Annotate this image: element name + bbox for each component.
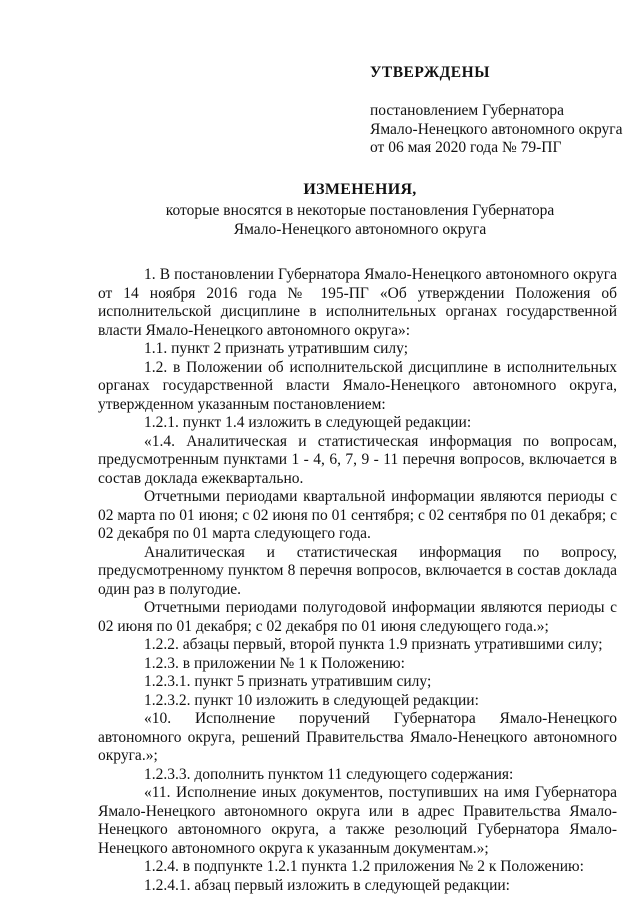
paragraph: 1.2.1. пункт 1.4 изложить в следующей редакции: (144, 414, 472, 431)
document-subtitle-line-2: Ямало-Ненецкого автономного округа (233, 221, 487, 238)
paragraph: 1.2.2. абзацы первый, второй пункта 1.9 признать утратившими силу; (144, 636, 603, 653)
document-title: ИЗМЕНЕНИЯ, (303, 181, 417, 198)
paragraph: 1.2.3.2. пункт 10 изложить в следующей редакции: (144, 691, 479, 709)
paragraph: «1.4. Аналитическая и статистическая информация по вопросам, предусмотренным пунктами 1 - 4, 6, 7, 9 - 11 перечня вопросов, включается в состав доклада ежеквартально. (98, 432, 617, 487)
paragraph: 1.2.3.1. пункт 5 признать утратившим силу; (144, 673, 432, 690)
paragraph: 1.2. в Положении об исполнительской дисциплине в исполнительных органах государственной власти Ямало-Ненецкого автономного округа, утвержденном указанным постановлением: (98, 358, 617, 413)
approval-block (370, 64, 630, 158)
paragraph: 1.2.4. в подпункте 1.2.1 пункта 1.2 приложения № 2 к Положению: (144, 858, 584, 875)
paragraph: 1.2.3. в приложении № 1 к Положению: (144, 654, 405, 672)
document-body (98, 266, 617, 895)
approval-line-2: Ямало-Ненецкого автономного округа (370, 120, 623, 138)
paragraph: «11. Исполнение иных документов, поступивших на имя Губернатора Ямало-Ненецкого автономного округа или в адрес Правительства Ямало-Ненецкого автономного округа, а также резолюций Губернатора Ямало-Ненецкого автономного округа к указанным документам.»; (98, 784, 617, 857)
document-subtitle-line-1: которые вносятся в некоторые постановления Губернатора (165, 202, 555, 219)
paragraph: 1.1. пункт 2 признать утратившим силу; (144, 340, 409, 357)
approval-line-3: от 06 мая 2020 года № 79-ПГ (370, 139, 562, 156)
paragraph: Отчетными периодами полугодовой информации являются периоды с 02 июня по 01 декабря; с 02 декабря по 01 июня следующего года.»; (98, 599, 617, 635)
paragraph: Отчетными периодами квартальной информации являются периоды с 02 марта по 01 июня; с 02 июня по 01 сентября; с 02 сентября по 01 декабря; с 02 декабря по 01 марта следующего года. (98, 488, 617, 542)
paragraph: «10. Исполнение поручений Губернатора Ямало-Ненецкого автономного округа, решений Правительства Ямало-Ненецкого автономного округа.»; (98, 710, 617, 764)
paragraph: 1.2.4.1. абзац первый изложить в следующей редакции: (144, 876, 510, 894)
paragraph: Аналитическая и статистическая информация по вопросу, предусмотренному пунктом 8 перечня вопросов, включается в состав доклада один раз в полугодие. (98, 543, 617, 598)
approval-line-1: постановлением Губернатора (370, 102, 565, 119)
paragraph: 1. В постановлении Губернатора Ямало-Ненецкого автономного округа от 14 ноября 2016 года № 195-ПГ «Об утверждении Положения об исполнительской дисциплине в исполнительных органах государственной власти Ямало-Ненецкого автономного округа»: (98, 266, 617, 339)
paragraph: 1.2.3.3. дополнить пунктом 11 следующего содержания: (144, 765, 514, 783)
approval-title: УТВЕРЖДЕНЫ (370, 64, 490, 81)
